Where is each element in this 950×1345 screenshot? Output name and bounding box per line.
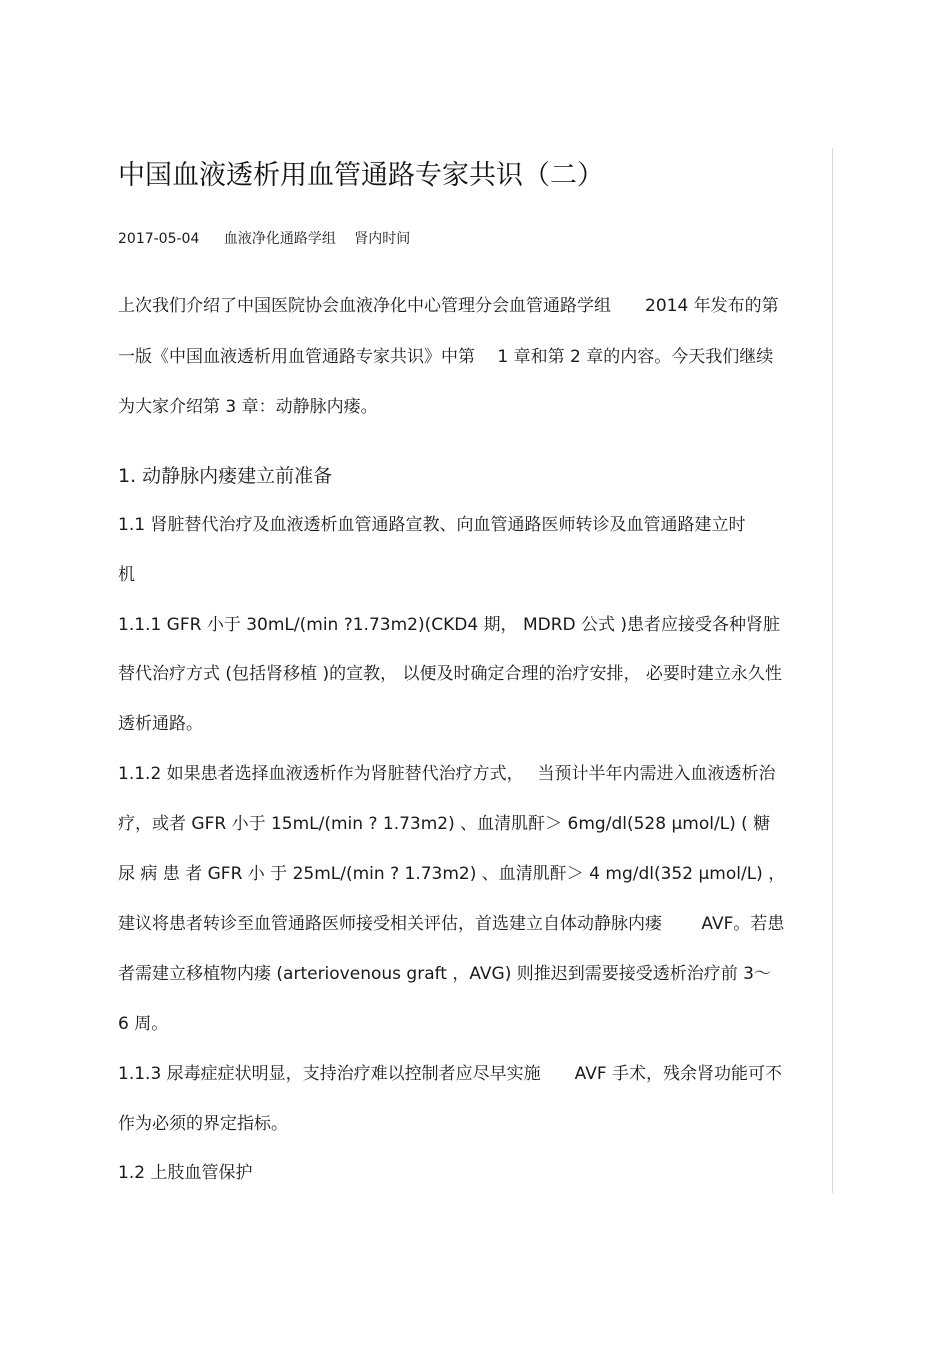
item-1-1-2-line: 1.1.2 如果患者选择血液透析作为肾脏替代治疗方式， 当预计半年内需进入血液透析治 xyxy=(118,764,776,784)
item-1-1-1-line: 透析通路。 xyxy=(118,714,203,734)
article-meta xyxy=(118,229,410,249)
subsection-heading-1-1-cont: 机 xyxy=(118,565,135,585)
item-1-1-1-line: 替代治疗方式 (包括肾移植 )的宣教， 以便及时确定合理的治疗安排， 必要时建立永久性 xyxy=(118,664,782,684)
page-edge-divider xyxy=(832,148,833,1193)
intro-line: 为大家介绍第 3 章：动静脉内瘘。 xyxy=(118,397,378,417)
item-1-1-2-line: 者需建立移植物内瘘 (arteriovenous graft ，AVG) 则推迟到需要接受透析治疗前 3～ xyxy=(118,964,771,984)
author-group: 血液净化通路学组 xyxy=(223,231,336,247)
subsection-heading-1-2: 1.2 上肢血管保护 xyxy=(118,1163,253,1183)
intro-line: 一版《中国血液透析用血管通路专家共识》中第 1 章和第 2 章的内容。今天我们继续 xyxy=(118,347,774,367)
subsection-heading-1-1: 1.1 肾脏替代治疗及血液透析血管通路宣教、向血管通路医师转诊及血管通路建立时 xyxy=(118,515,746,535)
item-1-1-2-line: 尿 病 患 者 GFR 小 于 25mL/(min ? 1.73m2) 、血清肌酐＞ 4 mg/dl(352 μmol/L) ， xyxy=(118,864,786,884)
item-1-1-1-line: 1.1.1 GFR 小于 30mL/(min ?1.73m2)(CKD4 期， MDRD 公式 )患者应接受各种肾脏 xyxy=(118,615,781,635)
article-title: 中国血液透析用血管通路专家共识（二） xyxy=(118,160,604,191)
item-1-1-3-line: 作为必须的界定指标。 xyxy=(118,1114,288,1134)
section-heading-1: 1. 动静脉内瘘建立前准备 xyxy=(118,465,333,487)
intro-line: 上次我们介绍了中国医院协会血液净化中心管理分会血管通路学组 2014 年发布的第 xyxy=(118,296,779,316)
item-1-1-2-line: 建议将患者转诊至血管通路医师接受相关评估，首选建立自体动静脉内瘘 AVF。若患 xyxy=(118,914,785,934)
item-1-1-2-line: 疗，或者 GFR 小于 15mL/(min ? 1.73m2) 、血清肌酐＞ 6mg/dl(528 μmol/L) ( 糖 xyxy=(118,814,771,834)
publish-date: 2017-05-04 xyxy=(118,231,200,247)
source-account: 肾内时间 xyxy=(354,231,411,247)
item-1-1-2-line: 6 周。 xyxy=(118,1014,169,1034)
item-1-1-3-line: 1.1.3 尿毒症症状明显，支持治疗难以控制者应尽早实施 AVF 手术，残余肾功能可不 xyxy=(118,1064,783,1084)
